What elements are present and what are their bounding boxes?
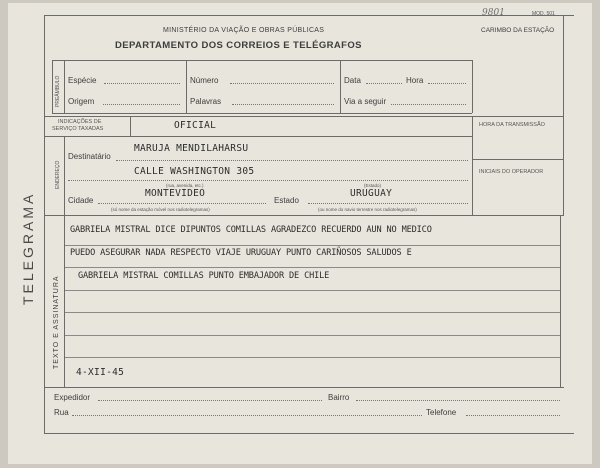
- expedidor-label: Expedidor: [54, 393, 91, 402]
- hora-field[interactable]: [428, 83, 466, 84]
- body-side-label: TEXTO E ASSINATURA: [53, 275, 60, 369]
- telegram-side-title: TELEGRAMA: [20, 191, 36, 305]
- message-line-1: GABRIELA MISTRAL DICE DIPUNTOS COMILLAS AGRADEZCO RECUERDO AUN NO MEDICO: [70, 225, 432, 235]
- cidade-label: Cidade: [68, 196, 94, 205]
- transmission-time-label: HORA DA TRANSMISSÃO: [479, 122, 545, 128]
- cidade-field[interactable]: [98, 203, 266, 204]
- expedidor-field[interactable]: [98, 400, 322, 401]
- taxed-value: OFICIAL: [174, 120, 217, 131]
- estado-field[interactable]: [308, 203, 468, 204]
- estado-value: URUGUAY: [350, 188, 393, 199]
- operator-initials-label: INICIAIS DO OPERADOR: [479, 169, 544, 175]
- via-field[interactable]: [391, 104, 466, 105]
- cidade-value: MONTEVIDEO: [145, 188, 206, 199]
- rua-label: Rua: [54, 408, 69, 417]
- message-line-3: GABRIELA MISTRAL COMILLAS PUNTO EMBAJADOR DE CHILE: [78, 271, 330, 281]
- especie-label: Espécie: [68, 76, 97, 85]
- street-field[interactable]: [68, 180, 468, 181]
- department-title: DEPARTAMENTO DOS CORREIOS E TELÉGRAFOS: [115, 40, 362, 51]
- form-code: MOD. 501: [532, 11, 555, 17]
- message-line-2: PUEDO ASEGURAR NADA RESPECTO VIAJE URUGUAY PUNTO CARIÑOSOS SALUDOS E: [70, 248, 412, 258]
- destinatario-field[interactable]: [116, 160, 468, 161]
- estado-note: (Estado): [364, 183, 382, 188]
- data-label: Data: [344, 76, 361, 85]
- destinatario-value: MARUJA MENDILAHARSU: [134, 143, 249, 154]
- bairro-field[interactable]: [356, 400, 560, 401]
- via-label: Via a seguir: [344, 97, 387, 106]
- frame-bottom: [44, 433, 574, 434]
- handwritten-number: 9801: [482, 8, 505, 18]
- station-stamp-label: CARIMBO DA ESTAÇÃO: [481, 27, 555, 34]
- estado-note-2: (ou nome do navio terrestre nos radiotelegramas): [318, 207, 417, 212]
- telegram-form: [8, 3, 592, 464]
- origem-field[interactable]: [103, 104, 180, 105]
- street-value: CALLE WASHINGTON 305: [134, 166, 255, 177]
- telefone-label: Telefone: [426, 408, 457, 417]
- street-note: (rua, avenida, etc.): [166, 183, 204, 188]
- frame-right: [563, 15, 564, 215]
- palavras-label: Palavras: [190, 97, 222, 106]
- message-date: 4-XII-45: [76, 367, 125, 378]
- taxed-label-2: SERVIÇO TAXADAS: [52, 126, 104, 132]
- numero-field[interactable]: [230, 83, 334, 84]
- preambulo-side-label: PREÂMBULO: [55, 75, 61, 107]
- origem-label: Origem: [68, 97, 95, 106]
- frame-left: [44, 15, 45, 433]
- rua-field[interactable]: [72, 415, 422, 416]
- numero-label: Número: [190, 76, 219, 85]
- data-field[interactable]: [366, 83, 402, 84]
- hora-label: Hora: [406, 76, 424, 85]
- endereco-side-label: ENDEREÇO: [55, 160, 61, 189]
- taxed-label-1: INDICAÇÕES DE: [58, 119, 102, 125]
- bairro-label: Bairro: [328, 393, 350, 402]
- destinatario-label: Destinatário: [68, 152, 111, 161]
- especie-field[interactable]: [104, 83, 180, 84]
- telefone-field[interactable]: [466, 415, 560, 416]
- cidade-note: (só nome da estação móvel nos radiotelegramas): [111, 207, 210, 212]
- ministry-title: MINISTÉRIO DA VIAÇÃO E OBRAS PÚBLICAS: [163, 27, 325, 34]
- palavras-field[interactable]: [232, 104, 334, 105]
- estado-label: Estado: [274, 196, 299, 205]
